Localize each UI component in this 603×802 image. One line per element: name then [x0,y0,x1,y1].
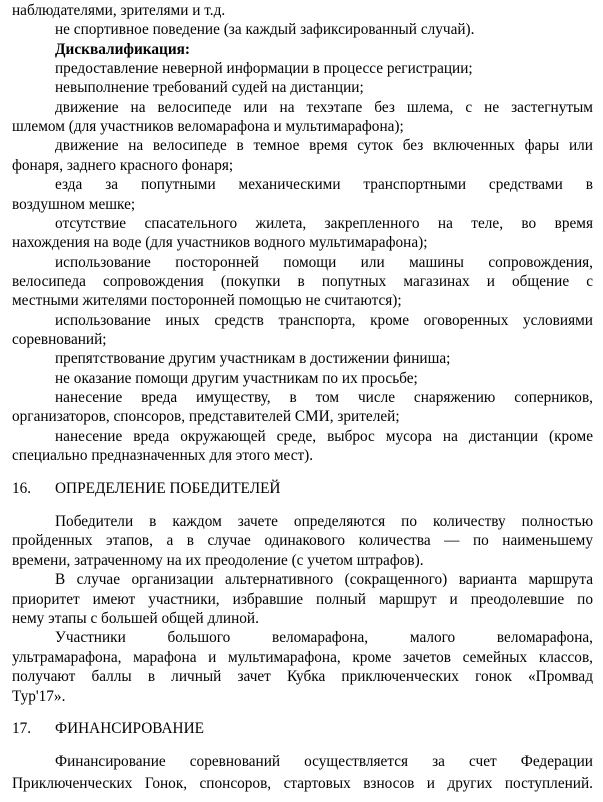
section-heading-17 [12,719,593,739]
text-line: не спортивное поведение (за каждый зафиксированный случай). [55,21,475,39]
section-heading-16 [12,479,593,499]
text-line: нанесение вреда окружающей среде, выброс мусора на дистанции (кроме [55,427,593,445]
section-number: 17. [12,720,32,737]
text-line: соревнований; [12,330,107,348]
text-line: препятствование другим участникам в достижении финиша; [55,350,451,368]
text-line: не оказание помощи другим участникам по их просьбе; [55,369,418,387]
text-line: отсутствие спасательного жилета, закрепленного на теле, во время [55,214,593,232]
text-line: Приключенческих Гонок, спонсоров, стартовых взносов и других поступлений. [12,774,593,792]
text-line: Победители в каждом зачете определяются по количеству полностью [55,513,593,530]
section-number: 16. [12,480,32,497]
text-line: невыполнение требований судей на дистанции; [55,79,364,97]
text-line: движение на велосипеде или на техэтапе без шлема, с не застегнутым [55,98,593,116]
text-line: Тур'17». [12,687,66,705]
text-line: наблюдателями, зрителями и т.д. [12,2,226,19]
text-line: фонаря, заднего красного фонаря; [12,156,234,174]
text-line: движение на велосипеде в темное время суток без включенных фары или [55,137,593,155]
text-line: местными жителями посторонней помощью не считаются); [12,292,402,310]
text-line: ультрамарафона, марафона и мультимарафона, кроме зачетов семейных классов, [12,648,593,666]
text-line: приоритет имеют участники, избравшие полный маршрут и преодолевшие по [12,590,593,608]
text-line: времени, затраченному на их преодоление (с учетом штрафов). [12,551,424,569]
text-line: Финансирование соревнований осуществляется за счет Федерации [55,753,593,770]
section-title: ФИНАНСИРОВАНИЕ [55,720,204,737]
text-line: использование посторонней помощи или машины сопровождения, [55,253,593,271]
text-line: нанесение вреда имуществу, в том числе снаряжению соперников, [55,389,593,406]
text-line: получают баллы в личный зачет Кубка приключенческих гонок «Промвад [12,668,593,686]
text-line: нему этапы с большей общей длиной. [12,610,259,627]
section-title: ОПРЕДЕЛЕНИЕ ПОБЕДИТЕЛЕЙ [55,480,281,497]
text-line: нахождения на воде (для участников водного мультимарафона); [12,234,428,252]
text-line: специально предназначенных для этого мест). [12,447,314,465]
text-line: шлемом (для участников веломарафона и мультимарафона); [12,118,404,136]
text-line: предоставление неверной информации в процессе регистрации; [55,60,473,78]
text-line: В случае организации альтернативного (сокращенного) варианта маршрута [55,571,593,589]
text-line: пройденных этапов, а в случае одинакового количества — по наименьшему [12,532,593,550]
text-line: организаторов, спонсоров, представителей СМИ, зрителей; [12,408,400,426]
text-line: использование иных средств транспорта, кроме оговоренных условиями [55,311,593,329]
text-line: Участники большого веломарафона, малого веломарафона, [55,629,593,647]
text-line: воздушном мешке; [12,195,136,213]
text-line: Дисквалификация: [55,40,191,58]
text-line: велосипеда сопровождения (покупки в попутных магазинах и общение с [12,272,593,290]
text-line: езда за попутными механическими транспортными средствами в [55,176,593,194]
